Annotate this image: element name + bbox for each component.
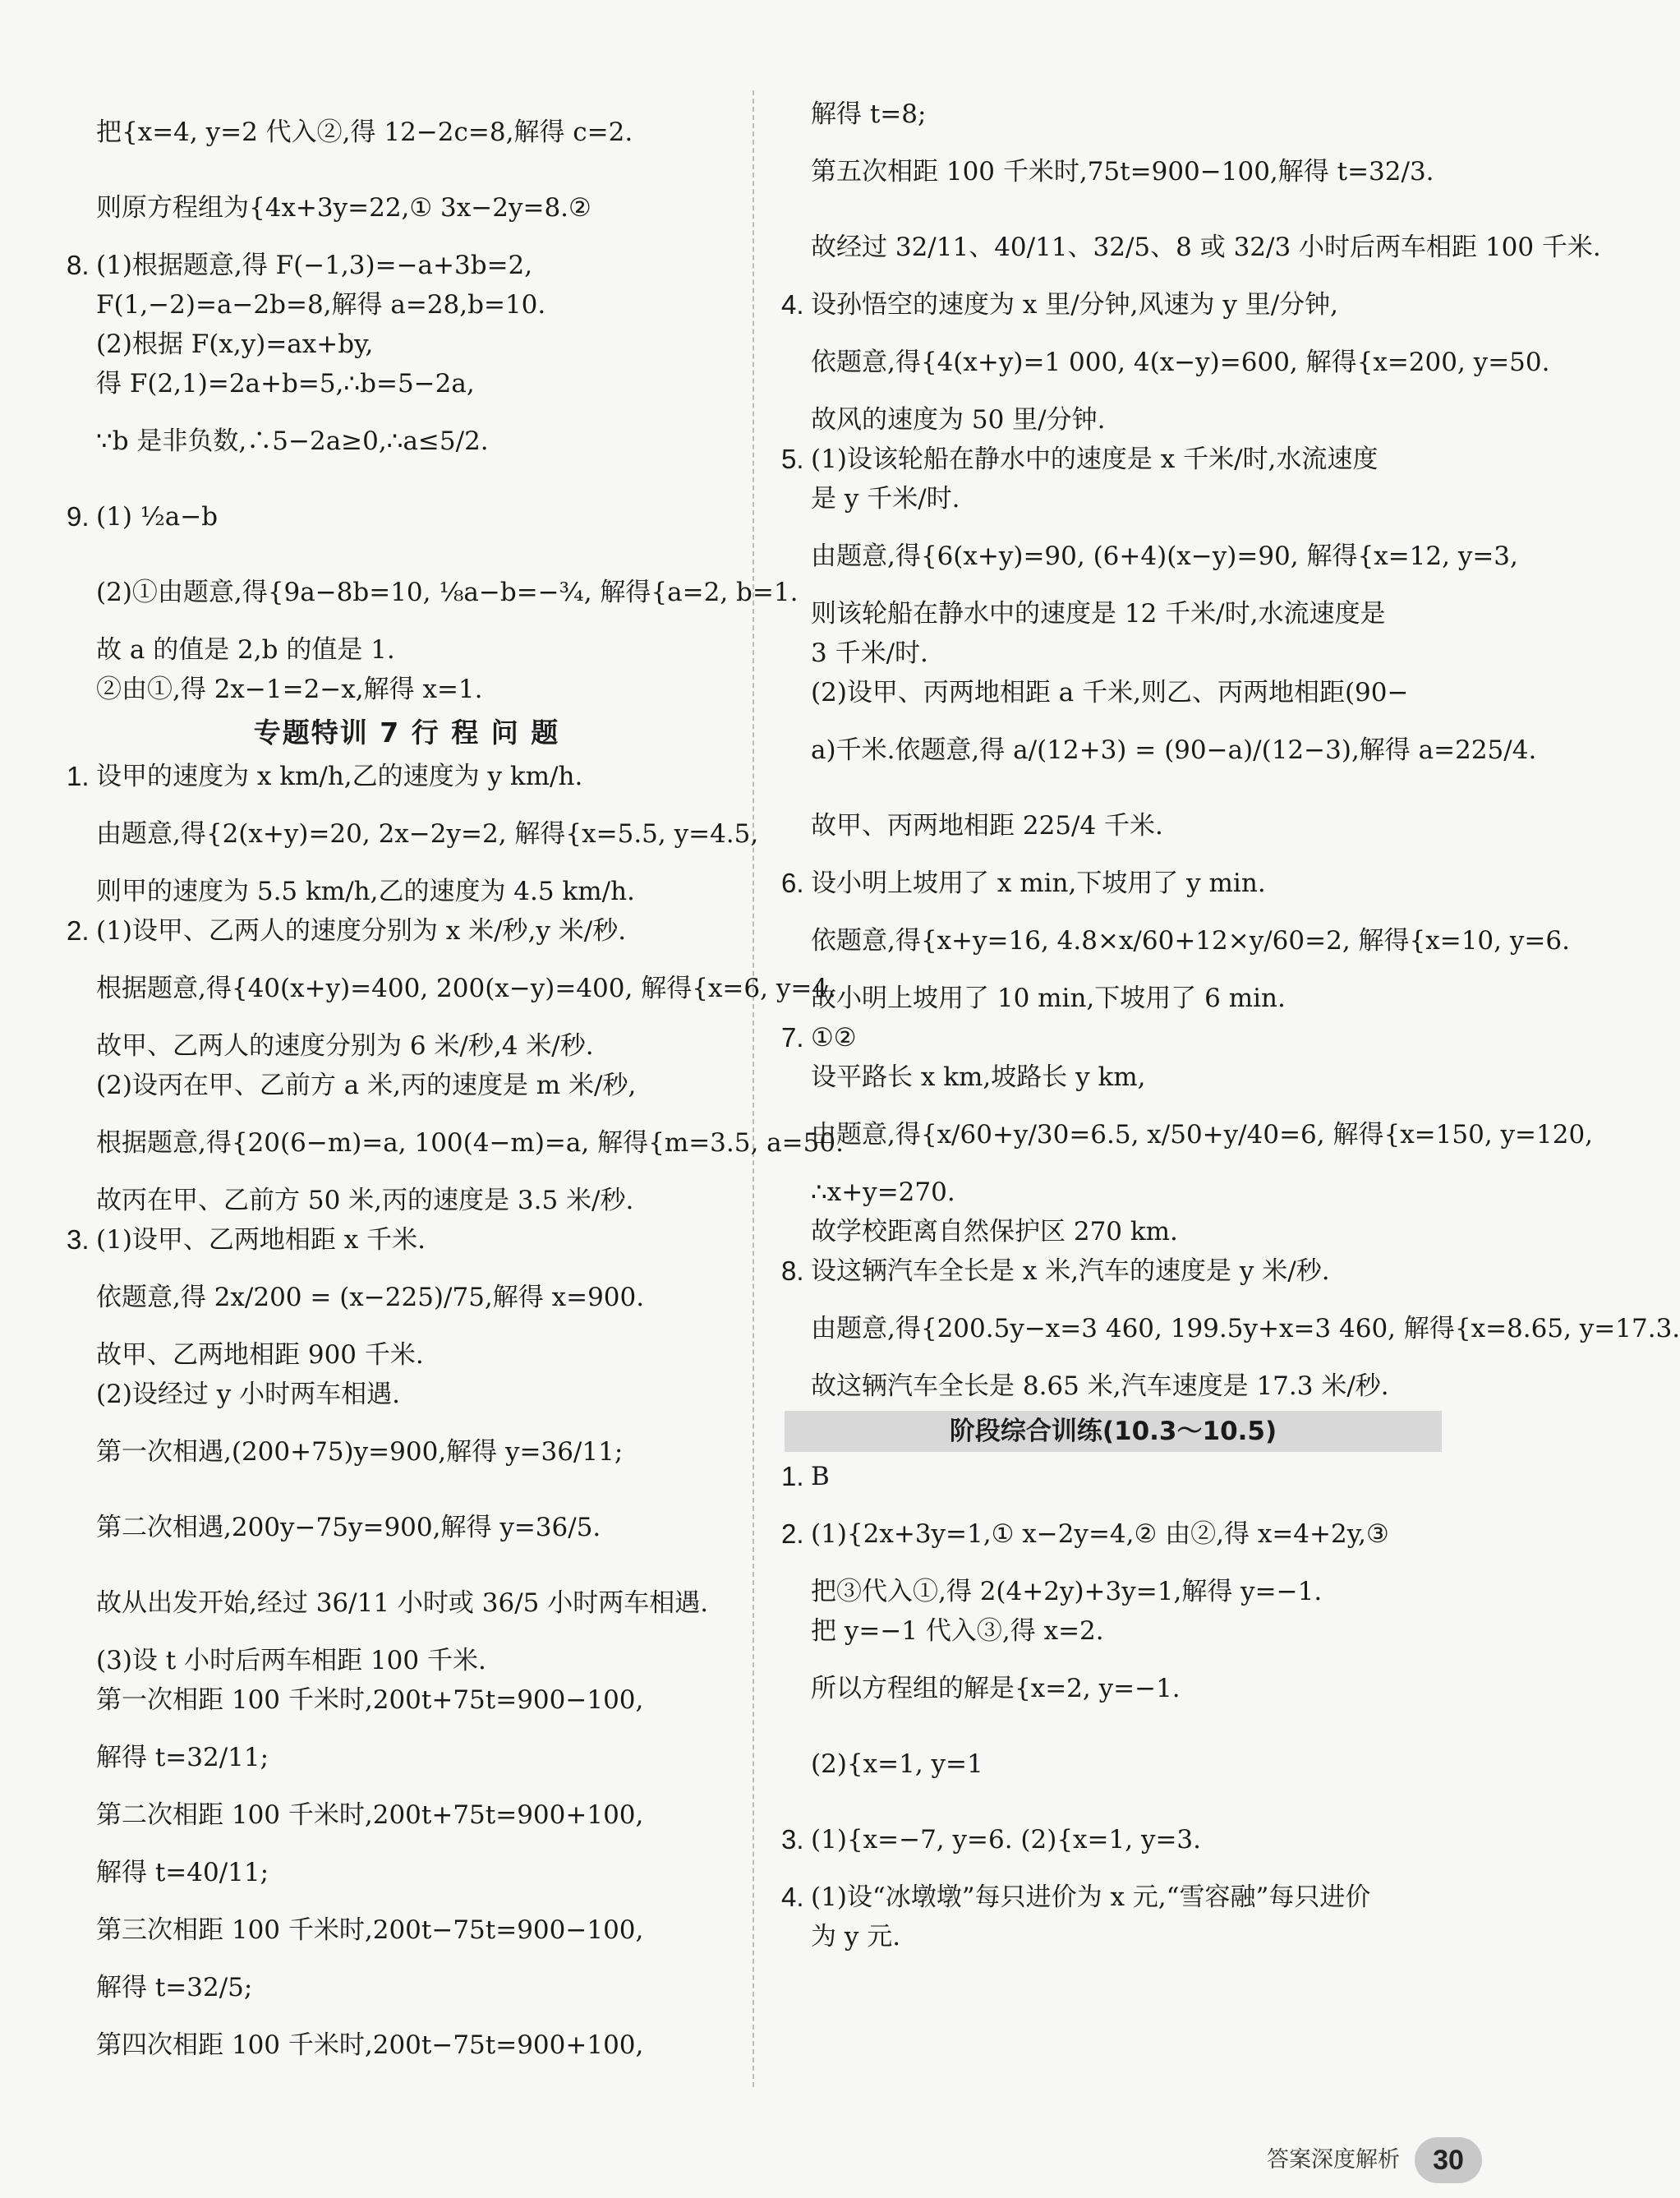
question-number: 8. (67, 250, 90, 280)
left-line (70, 285, 743, 325)
question-number: 7. (781, 1022, 804, 1053)
question-number: 1. (781, 1461, 804, 1491)
line-text: 得 F(2,1)=2a+b=5,∴b=5−2a, (96, 369, 475, 399)
question-number: 3. (781, 1824, 804, 1855)
left-line (70, 796, 759, 872)
right-line (781, 1496, 1442, 1572)
right-line (785, 1173, 1442, 1212)
line-text: (1)根据题意,得 F(−1,3)=−a+3b=2, (96, 251, 533, 280)
line-text: 故甲、乙两人的速度分别为 6 米/秒,4 米/秒. (96, 1031, 594, 1061)
right-line (781, 1018, 1442, 1058)
right-line (785, 1651, 1442, 1726)
question-number: 4. (781, 1882, 804, 1912)
line-text: 第二次相遇,200y−75y=900,解得 y=36/5. (96, 1513, 601, 1542)
line-text: 设平路长 x km,坡路长 y km, (811, 1062, 1146, 1092)
line-text: 则该轮船在静水中的速度是 12 千米/时,水流速度是 (811, 599, 1386, 629)
line-text: ∴x+y=270. (811, 1177, 955, 1207)
page-number: 30 (1415, 2137, 1482, 2183)
line-text: ①② (811, 1023, 857, 1053)
line-text: 故小明上坡用了 10 min,下坡用了 6 min. (811, 984, 1286, 1013)
right-line (785, 210, 1601, 285)
line-text: 3 千米/时. (811, 638, 928, 668)
left-line (70, 1066, 743, 1105)
line-text: 为 y 元. (811, 1922, 901, 1951)
line-text: 故从出发开始,经过 36/11 小时或 36/5 小时两车相遇. (96, 1588, 709, 1618)
question-number: 1. (67, 761, 90, 791)
left-line (70, 1026, 743, 1066)
line-text: 第三次相距 100 千米时,200t−75t=900−100, (96, 1915, 644, 1945)
line-text: 依题意,得{x+y=16, 4.8×x/60+12×y/60=2, 解得{x=10, y=6. (811, 926, 1570, 956)
left-line (70, 1910, 743, 1950)
right-line (785, 903, 1570, 979)
left-column (67, 94, 844, 2065)
right-column (781, 94, 1680, 1956)
line-text: 故甲、乙两地相距 900 千米. (96, 1340, 424, 1370)
right-line (785, 134, 1442, 210)
left-line (70, 2025, 743, 2065)
right-line (785, 1212, 1442, 1251)
right-line (785, 94, 1442, 134)
line-text: 是 y 千米/时. (811, 484, 960, 514)
line-text: 依题意,得{4(x+y)=1 000, 4(x−y)=600, 解得{x=200, y=50. (811, 348, 1550, 377)
line-text: 由题意,得{x/60+y/30=6.5, x/50+y/40=6, 解得{x=150, y=120, (811, 1120, 1594, 1150)
left-line (70, 170, 743, 246)
line-text: 解得 t=40/11; (96, 1858, 269, 1887)
line-text: 设这辆汽车全长是 x 米,汽车的速度是 y 米/秒. (811, 1256, 1330, 1286)
right-line (781, 864, 1442, 903)
right-line (785, 634, 1442, 673)
line-text: 第二次相距 100 千米时,200t+75t=900+100, (96, 1800, 644, 1830)
question-number: 9. (67, 501, 90, 532)
line-text: (1)设该轮船在静水中的速度是 x 千米/时,水流速度 (811, 445, 1379, 474)
right-line (785, 479, 1442, 518)
line-text: 故甲、丙两地相距 225/4 千米. (811, 811, 1163, 841)
right-line (785, 1097, 1594, 1173)
line-text: (2){x=1, y=1 (811, 1749, 983, 1779)
line-text: F(1,−2)=a−2b=8,解得 a=28,b=10. (96, 290, 546, 320)
line-text: 把③代入①,得 2(4+2y)+3y=1,解得 y=−1. (811, 1577, 1323, 1606)
left-line (70, 364, 743, 403)
line-text: (2)设甲、丙两地相距 a 千米,则乙、丙两地相距(90− (811, 678, 1409, 707)
line-text: 则甲的速度为 5.5 km/h,乙的速度为 4.5 km/h. (96, 877, 635, 906)
right-line (785, 1291, 1680, 1366)
right-line (785, 1058, 1442, 1097)
line-text: 由题意,得{200.5y−x=3 460, 199.5y+x=3 460, 解得{x=8.65, y=17.3. (811, 1314, 1680, 1343)
question-number: 8. (781, 1256, 804, 1286)
question-number: 4. (781, 289, 804, 320)
left-line (70, 1680, 743, 1720)
line-text: 解得 t=32/11; (96, 1743, 269, 1772)
column-divider (753, 90, 754, 2087)
line-text: (2)①由题意,得{9a−8b=10, ⅛a−b=−¾, 解得{a=2, b=1. (96, 578, 799, 607)
line-text: 设小明上坡用了 x min,下坡用了 y min. (811, 869, 1266, 898)
left-line (70, 1565, 743, 1641)
left-line (70, 951, 836, 1026)
question-number: 2. (781, 1518, 804, 1549)
left-line (70, 555, 799, 630)
right-line (785, 788, 1442, 864)
line-text: (1){2x+3y=1,① x−2y=4,② 由②,得 x=4+2y,③ (811, 1519, 1389, 1549)
right-line (785, 712, 1537, 788)
line-text: (1) ½a−b (96, 502, 219, 532)
line-text: 第一次相距 100 千米时,200t+75t=900−100, (96, 1685, 644, 1715)
line-text: (1)设甲、乙两人的速度分别为 x 米/秒,y 米/秒. (96, 916, 627, 946)
line-text: 专题特训 7 行 程 问 题 (253, 717, 560, 749)
left-line (70, 1105, 844, 1181)
left-line (67, 479, 743, 555)
right-line (781, 1802, 1442, 1878)
left-line (70, 1375, 743, 1414)
line-text: (2)根据 F(x,y)=ax+by, (96, 329, 374, 359)
question-number: 3. (67, 1224, 90, 1255)
line-text: 阶段综合训练(10.3～10.5) (949, 1417, 1277, 1446)
left-line (70, 1260, 743, 1335)
footer-label: 答案深度解析 (1267, 2147, 1400, 2173)
left-line (70, 1835, 743, 1910)
line-text: ∵b 是非负数,∴5−2a≥0,∴a≤5/2. (96, 426, 489, 456)
left-line (70, 709, 743, 757)
line-text: (2)设经过 y 小时两车相遇. (96, 1380, 400, 1409)
left-line (70, 1950, 743, 2025)
line-text: 由题意,得{2(x+y)=20, 2x−2y=2, 解得{x=5.5, y=4.5, (96, 819, 759, 849)
line-text: 依题意,得 2x/200 = (x−225)/75,解得 x=900. (96, 1283, 645, 1312)
line-text: (1){x=−7, y=6. (2){x=1, y=3. (811, 1825, 1202, 1855)
right-line (785, 518, 1518, 594)
left-line (70, 872, 743, 911)
left-line (70, 630, 743, 670)
line-text: 设孙悟空的速度为 x 里/分钟,风速为 y 里/分钟, (811, 290, 1339, 320)
right-line (781, 1251, 1442, 1291)
right-line (781, 1878, 1442, 1917)
question-number: 5. (781, 444, 804, 474)
line-text: 故 a 的值是 2,b 的值是 1. (96, 635, 395, 665)
left-line (70, 1641, 743, 1680)
line-text: 根据题意,得{40(x+y)=400, 200(x−y)=400, 解得{x=6, y=4. (96, 974, 836, 1003)
left-line (70, 1414, 743, 1490)
line-text: 故丙在甲、乙前方 50 米,丙的速度是 3.5 米/秒. (96, 1186, 634, 1215)
line-text: ②由①,得 2x−1=2−x,解得 x=1. (96, 675, 483, 704)
right-line (785, 1411, 1442, 1452)
left-line (70, 325, 743, 364)
right-line (781, 440, 1442, 479)
left-line (70, 403, 743, 479)
line-text: (1)设“冰墩墩”每只进价为 x 元,“雪容融”每只进价 (811, 1882, 1371, 1912)
left-line (70, 670, 743, 709)
line-text: 第一次相遇,(200+75)y=900,解得 y=36/11; (96, 1437, 624, 1467)
left-line (67, 246, 743, 285)
right-line (785, 1611, 1442, 1651)
right-line (785, 1726, 1442, 1802)
line-text: 设甲的速度为 x km/h,乙的速度为 y km/h. (96, 762, 583, 791)
line-text: 把 y=−1 代入③,得 x=2. (811, 1616, 1104, 1646)
line-text: 第四次相距 100 千米时,200t−75t=900+100, (96, 2030, 644, 2060)
line-text: 解得 t=32/5; (96, 1973, 253, 2002)
left-line (67, 1220, 743, 1260)
right-line (785, 673, 1442, 712)
right-line (785, 1366, 1442, 1406)
line-text: 所以方程组的解是{x=2, y=−1. (811, 1674, 1181, 1703)
right-line (785, 979, 1442, 1018)
right-line (785, 594, 1442, 634)
line-text: 则原方程组为{4x+3y=22,① 3x−2y=8.② (96, 193, 591, 223)
right-line (785, 325, 1550, 400)
question-number: 6. (781, 868, 804, 898)
line-text: (2)设丙在甲、乙前方 a 米,丙的速度是 m 米/秒, (96, 1071, 637, 1100)
left-line (70, 1490, 743, 1565)
left-line (70, 1720, 743, 1795)
left-line (70, 94, 743, 170)
line-text: (1)设甲、乙两地相距 x 千米. (96, 1225, 426, 1255)
left-line (70, 1795, 743, 1835)
right-line (785, 1572, 1442, 1611)
line-text: 故这辆汽车全长是 8.65 米,汽车速度是 17.3 米/秒. (811, 1371, 1389, 1401)
right-line (781, 1457, 1442, 1496)
line-text: (3)设 t 小时后两车相距 100 千米. (96, 1646, 486, 1675)
line-text: B (811, 1462, 830, 1491)
question-number: 2. (67, 915, 90, 946)
right-line (785, 400, 1442, 440)
left-line (70, 1335, 743, 1375)
left-line (70, 1181, 743, 1220)
left-line (67, 757, 743, 796)
line-text: 把{x=4, y=2 代入②,得 12−2c=8,解得 c=2. (96, 118, 633, 147)
line-text: 故学校距离自然保护区 270 km. (811, 1217, 1178, 1246)
line-text: 故经过 32/11、40/11、32/5、8 或 32/3 小时后两车相距 100 千米. (811, 233, 1601, 262)
line-text: a)千米.依题意,得 a/(12+3) = (90−a)/(12−3),解得 a=225/4. (811, 735, 1537, 765)
right-line (785, 1917, 1442, 1956)
line-text: 第五次相距 100 千米时,75t=900−100,解得 t=32/3. (811, 157, 1434, 187)
line-text: 由题意,得{6(x+y)=90, (6+4)(x−y)=90, 解得{x=12, y=3, (811, 541, 1518, 571)
line-text: 根据题意,得{20(6−m)=a, 100(4−m)=a, 解得{m=3.5, a=50. (96, 1128, 844, 1158)
left-line (67, 911, 743, 951)
line-text: 故风的速度为 50 里/分钟. (811, 405, 1106, 435)
right-line (781, 285, 1442, 325)
line-text: 解得 t=8; (811, 99, 927, 129)
